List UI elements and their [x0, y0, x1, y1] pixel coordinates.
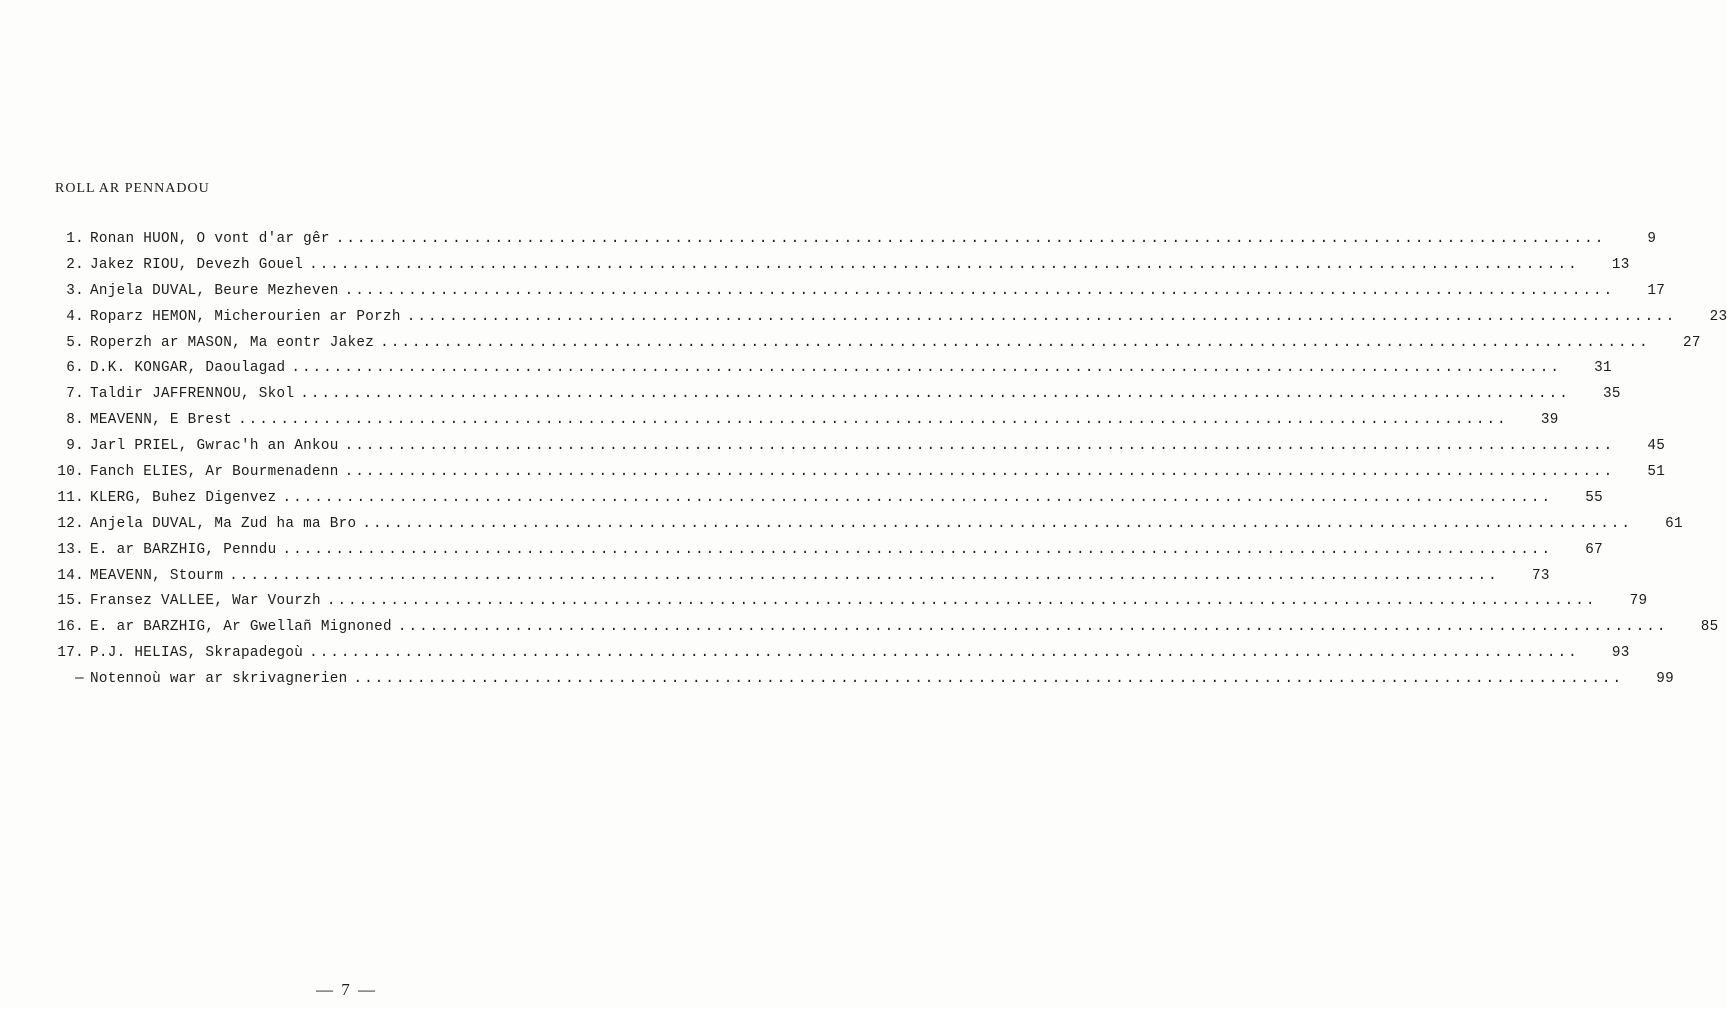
toc-number: 14. — [57, 567, 84, 584]
toc-entry: Ronan HUON, O vont d'ar gêr — [90, 231, 330, 247]
toc-entry: Jakez RIOU, Devezh Gouel — [90, 256, 304, 273]
toc-page-number: 27 — [1682, 334, 1701, 351]
toc-leader-dots: ........................................................................................................................ — [344, 282, 1615, 299]
toc-row — [40, 464, 1666, 490]
toc-leader-dots: ........................................................................................................................ — [309, 256, 1579, 273]
toc-number: 6. — [66, 360, 84, 377]
toc-row — [40, 308, 1727, 335]
toc-row — [40, 619, 1719, 645]
toc-number: 12. — [57, 515, 84, 532]
toc-number: 3. — [66, 282, 84, 299]
toc-entry: Roparz HEMON, Micherourien ar Porzh — [90, 308, 401, 325]
toc-leader-dots: ........................................................................................................................ — [406, 308, 1677, 325]
toc-row — [40, 671, 1675, 697]
toc-number: 13. — [57, 541, 84, 558]
toc-row — [40, 593, 1648, 619]
toc-entry: Jarl PRIEL, Gwrac'h an Ankou — [90, 438, 339, 455]
toc-leader-dots: ........................................................................................................................ — [353, 671, 1624, 688]
toc-page-number: 85 — [1700, 619, 1719, 636]
toc-number: 2. — [66, 256, 84, 273]
toc-leader-dots: ........................................................................................................................ — [344, 464, 1615, 481]
toc-entry: E. ar BARZHIG, Penndu — [90, 541, 277, 558]
toc-number: 10. — [57, 464, 84, 481]
toc-row — [40, 412, 1559, 438]
toc-entry: Roperzh ar MASON, Ma eontr Jakez — [90, 334, 375, 351]
toc-row — [40, 334, 1701, 361]
toc-row — [40, 515, 1683, 542]
toc-page-number: 17 — [1647, 282, 1666, 299]
toc-page-number: 45 — [1647, 438, 1666, 455]
toc-page-number: 67 — [1585, 541, 1604, 558]
toc-number: — — [75, 671, 84, 688]
toc-row — [40, 282, 1666, 309]
toc-row — [40, 489, 1604, 516]
page-title: ROLL AR PENNADOU — [55, 181, 210, 196]
toc-entry: Taldir JAFFRENNOU, Skol — [90, 386, 295, 403]
toc-row — [40, 567, 1550, 594]
toc-leader-dots: ........................................................................................................................ — [397, 619, 1668, 636]
toc-row — [40, 645, 1630, 671]
toc-page-number: 55 — [1585, 489, 1604, 506]
toc-row — [40, 541, 1604, 568]
toc-number: 8. — [66, 412, 84, 429]
toc-page-number: 39 — [1540, 412, 1559, 429]
toc-entry: Notennoù war ar skrivagnerien — [90, 671, 348, 688]
toc-entry: P.J. HELIAS, Skrapadegoù — [90, 645, 304, 662]
toc-entry: D.K. KONGAR, Daoulagad — [90, 360, 286, 377]
toc-leader-dots: ........................................................................................................................ — [344, 438, 1615, 455]
toc-entry: KLERG, Buhez Digenvez — [90, 489, 277, 506]
toc-number: 16. — [57, 619, 84, 636]
page-number-footer: — 7 — — [316, 980, 377, 999]
toc-page-number: 23 — [1709, 308, 1727, 325]
toc-row — [40, 360, 1612, 386]
toc-leader-dots: ........................................................................................................................ — [282, 489, 1553, 506]
toc-page-number: 79 — [1629, 593, 1648, 610]
toc-page-number: 51 — [1647, 464, 1666, 481]
toc-leader-dots: ........................................................................................................................ — [380, 334, 1650, 351]
toc-entry: MEAVENN, Stourm — [90, 567, 224, 584]
toc-number: 11. — [57, 489, 84, 506]
toc-page-number: 9 — [1647, 231, 1657, 247]
toc-entry: MEAVENN, E Brest — [90, 412, 233, 429]
toc-row — [40, 256, 1630, 283]
toc-leader-dots: ........................................................................................................................ — [362, 515, 1632, 532]
toc-leader-dots: ........................................................................................................................ — [335, 231, 1606, 247]
toc-page-number: 73 — [1531, 567, 1550, 584]
toc-leader-dots: ........................................................................................................................ — [326, 593, 1597, 610]
toc-page-number: 35 — [1603, 386, 1621, 403]
toc-leader-dots: ........................................................................................................................ — [309, 645, 1579, 662]
toc-row — [40, 231, 1657, 257]
table-of-contents — [40, 231, 1727, 697]
toc-number: 17. — [57, 645, 84, 662]
toc-leader-dots: ........................................................................................................................ — [282, 541, 1553, 558]
toc-leader-dots: ........................................................................................................................ — [238, 412, 1508, 429]
toc-number: 5. — [66, 334, 84, 351]
toc-number: 9. — [66, 438, 84, 455]
toc-entry: Anjela DUVAL, Beure Mezheven — [90, 282, 339, 299]
toc-page-number: 93 — [1611, 645, 1630, 662]
toc-number: 1. — [66, 231, 84, 247]
toc-entry: Fanch ELIES, Ar Bourmenadenn — [90, 464, 339, 481]
toc-entry: Anjela DUVAL, Ma Zud ha ma Bro — [90, 515, 357, 532]
toc-page-number: 31 — [1594, 360, 1612, 377]
toc-number: 4. — [66, 308, 84, 325]
toc-page-number: 99 — [1656, 671, 1675, 688]
toc-leader-dots: ........................................................................................................................ — [291, 360, 1561, 377]
toc-page-number: 61 — [1665, 515, 1683, 532]
toc-row — [40, 438, 1666, 464]
toc-row — [40, 386, 1621, 412]
toc-entry: Fransez VALLEE, War Vourzh — [90, 593, 321, 610]
toc-number: 15. — [57, 593, 84, 610]
toc-leader-dots: ........................................................................................................................ — [229, 567, 1499, 584]
toc-number: 7. — [66, 386, 84, 403]
toc-page-number: 13 — [1611, 256, 1630, 273]
toc-entry: E. ar BARZHIG, Ar Gwellañ Mignoned — [90, 619, 392, 636]
toc-leader-dots: ........................................................................................................................ — [300, 386, 1570, 403]
